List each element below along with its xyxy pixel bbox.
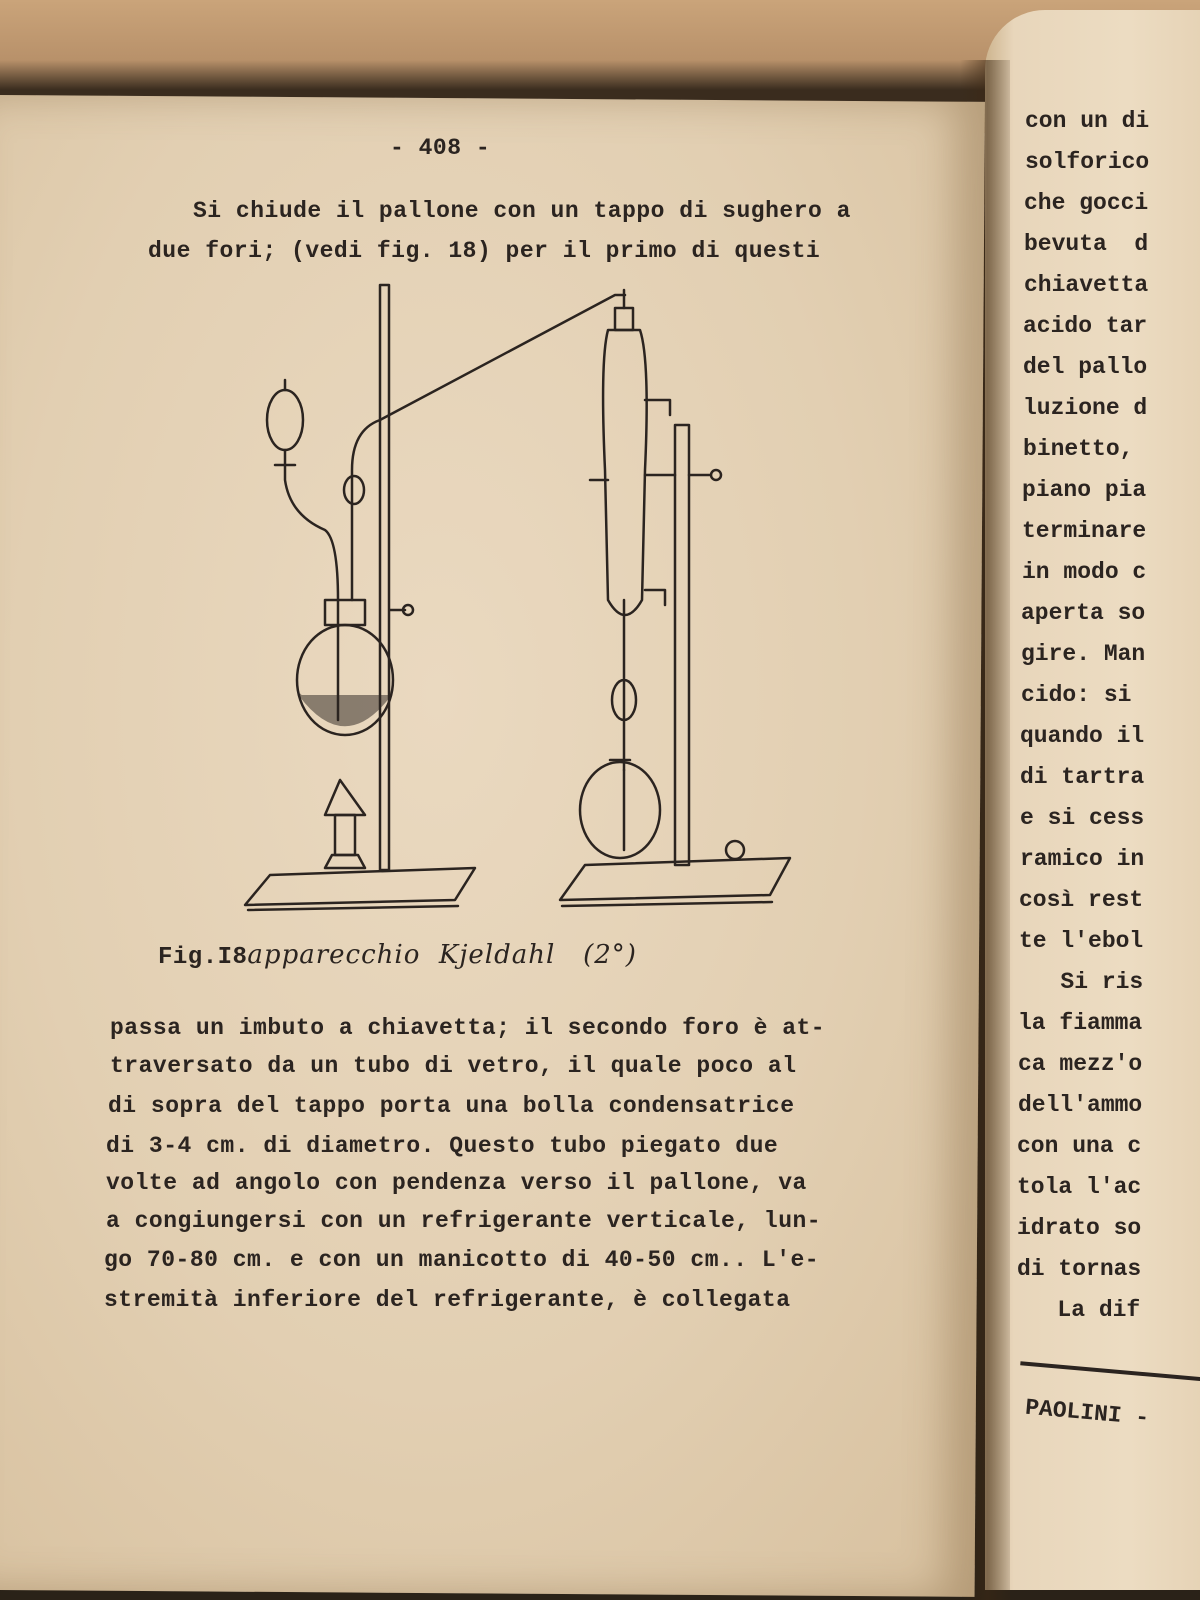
right-page-line: con un di (1025, 108, 1150, 134)
right-page-line: in modo c (1022, 559, 1147, 585)
burner-base (325, 855, 365, 868)
left-stand-base (245, 868, 475, 905)
right-page-line: ramico in (1020, 846, 1145, 872)
text-line: passa un imbuto a chiavetta; il secondo foro è at- (110, 1015, 826, 1041)
left-stand-rod (380, 285, 389, 870)
right-page-line: solforico (1025, 149, 1150, 175)
right-page-line: e si cess (1020, 805, 1145, 831)
rod-screw (726, 841, 744, 859)
text-line: Si chiude il pallone con un tappo di sughero a (193, 198, 851, 224)
page-number: - 408 - (390, 135, 491, 161)
burner-body (335, 815, 355, 855)
right-page-line: quando il (1020, 723, 1145, 749)
right-page-footer: PAOLINI - (1024, 1394, 1151, 1432)
right-stand-rod (675, 425, 689, 865)
right-page-line: così rest (1019, 887, 1144, 913)
condenser-outlet (645, 400, 670, 415)
text-line: traversato da un tubo di vetro, il quale poco al (110, 1053, 797, 1079)
condensing-bulb (344, 476, 364, 504)
condenser-inlet (645, 590, 665, 605)
right-page-line: luzione d (1023, 395, 1148, 421)
right-page-line: La dif (1016, 1297, 1141, 1323)
right-page-line: Si ris (1019, 969, 1144, 995)
text-line: volte ad angolo con pendenza verso il pallone, va (106, 1170, 807, 1196)
right-page-line: bevuta d (1024, 231, 1149, 257)
receiving-flask (580, 762, 660, 858)
burner-flame (325, 780, 365, 815)
left-base-edge (248, 906, 458, 910)
right-page-line: dell'ammo (1018, 1092, 1143, 1118)
right-page-line: binetto, (1023, 436, 1148, 462)
right-page-line: del pallo (1023, 354, 1148, 380)
text-line: stremità inferiore del refrigerante, è collegata (104, 1287, 791, 1313)
right-page-line: acido tar (1023, 313, 1148, 339)
right-page-line: di tornas (1017, 1256, 1142, 1282)
flask-stopper (325, 600, 365, 625)
funnel-stem (285, 450, 338, 600)
condenser-tube (352, 295, 625, 600)
right-page-line: terminare (1022, 518, 1147, 544)
right-page-line: ca mezz'o (1018, 1051, 1143, 1077)
right-page-line: chiavetta (1024, 272, 1149, 298)
text-line: go 70-80 cm. e con un manicotto di 40-50 cm.. L'e- (104, 1247, 820, 1273)
right-page-line: cido: si (1021, 682, 1146, 708)
text-line: a congiungersi con un refrigerante verticale, lun- (106, 1208, 822, 1234)
right-page-line: idrato so (1017, 1215, 1142, 1241)
right-page-line: che gocci (1024, 190, 1149, 216)
right-page-line: piano pia (1022, 477, 1147, 503)
figure-caption (158, 940, 637, 971)
text-line: di sopra del tappo porta una bolla condensatrice (108, 1093, 795, 1119)
right-page-line: te l'ebol (1019, 928, 1144, 954)
dropping-funnel (267, 390, 303, 450)
vertical-condenser (603, 330, 647, 615)
right-page-line: con una c (1017, 1133, 1142, 1159)
right-page-line: la fiamma (1018, 1010, 1143, 1036)
caption-handwritten: apparecchio Kjeldahl (2°) (247, 940, 637, 970)
text-line: di 3-4 cm. di diametro. Questo tubo piegato due (106, 1133, 779, 1159)
caption-typed: Fig.I8 (158, 944, 248, 971)
right-page-line: di tartra (1020, 764, 1145, 790)
text-line: due fori; (vedi fig. 18) per il primo di questi (148, 238, 821, 264)
right-page-line: tola l'ac (1017, 1174, 1142, 1200)
right-page-line: gire. Man (1021, 641, 1146, 667)
condenser-stopper (615, 308, 633, 330)
right-page-line: aperta so (1021, 600, 1146, 626)
kjeldahl-apparatus-illustration (230, 270, 810, 930)
